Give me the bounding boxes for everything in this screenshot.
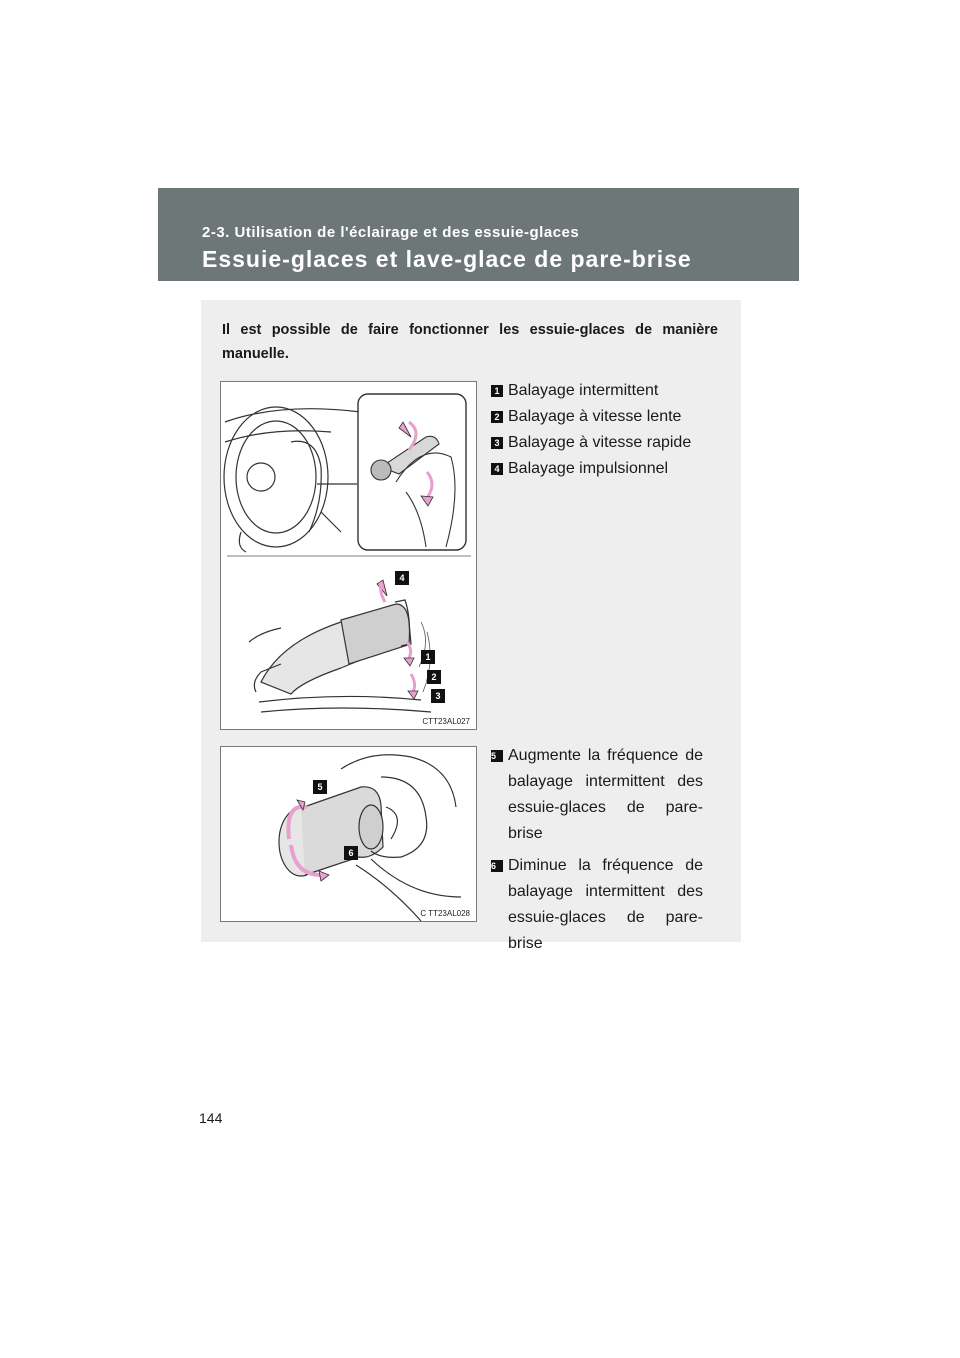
figure-code: C TT23AL028 bbox=[420, 909, 470, 918]
list-item bbox=[491, 404, 703, 430]
figure-intermittent-ring bbox=[220, 746, 477, 922]
list-item bbox=[491, 378, 703, 404]
page-title: Essuie-glaces et lave-glace de pare-brise bbox=[202, 246, 692, 272]
list-item bbox=[491, 430, 703, 456]
step-text: Diminue la fréquence de balayage intermittent des essuie-glaces de pare-brise bbox=[508, 857, 703, 952]
list-item bbox=[491, 853, 703, 957]
step-number: 3 bbox=[491, 437, 503, 449]
callout-1: 1 bbox=[421, 650, 435, 664]
callout-3: 3 bbox=[431, 689, 445, 703]
step-text: Balayage impulsionnel bbox=[508, 460, 669, 477]
callout-4: 4 bbox=[395, 571, 409, 585]
callout-6: 6 bbox=[344, 846, 358, 860]
step-text: Balayage intermittent bbox=[508, 382, 659, 399]
chapter-header bbox=[158, 188, 799, 281]
step-number: 6 bbox=[491, 860, 503, 872]
step-number: 4 bbox=[491, 463, 503, 475]
figure-wiper-lever-positions bbox=[220, 381, 477, 730]
ring-adjust-list bbox=[491, 743, 703, 963]
step-text: Balayage à vitesse rapide bbox=[508, 434, 692, 451]
step-text: Balayage à vitesse lente bbox=[508, 408, 682, 425]
list-item bbox=[491, 743, 703, 847]
step-number: 5 bbox=[491, 750, 503, 762]
ring-adjust-illustration bbox=[221, 747, 476, 921]
wiper-modes-list bbox=[491, 378, 703, 482]
content-panel bbox=[201, 300, 741, 952]
callout-5: 5 bbox=[313, 780, 327, 794]
step-text: Augmente la fréquence de balayage intermittent des essuie-glaces de pare-brise bbox=[508, 747, 703, 842]
callout-2: 2 bbox=[427, 670, 441, 684]
intro-text: Il est possible de faire fonctionner les essuie-glaces de manière manuelle. bbox=[222, 322, 718, 362]
figure-code: CTT23AL027 bbox=[422, 717, 470, 726]
step-number: 1 bbox=[491, 385, 503, 397]
step-number: 2 bbox=[491, 411, 503, 423]
page-number: 144 bbox=[199, 1110, 223, 1126]
list-item bbox=[491, 456, 703, 482]
section-title: 2-3. Utilisation de l'éclairage et des essuie-glaces bbox=[202, 224, 580, 241]
